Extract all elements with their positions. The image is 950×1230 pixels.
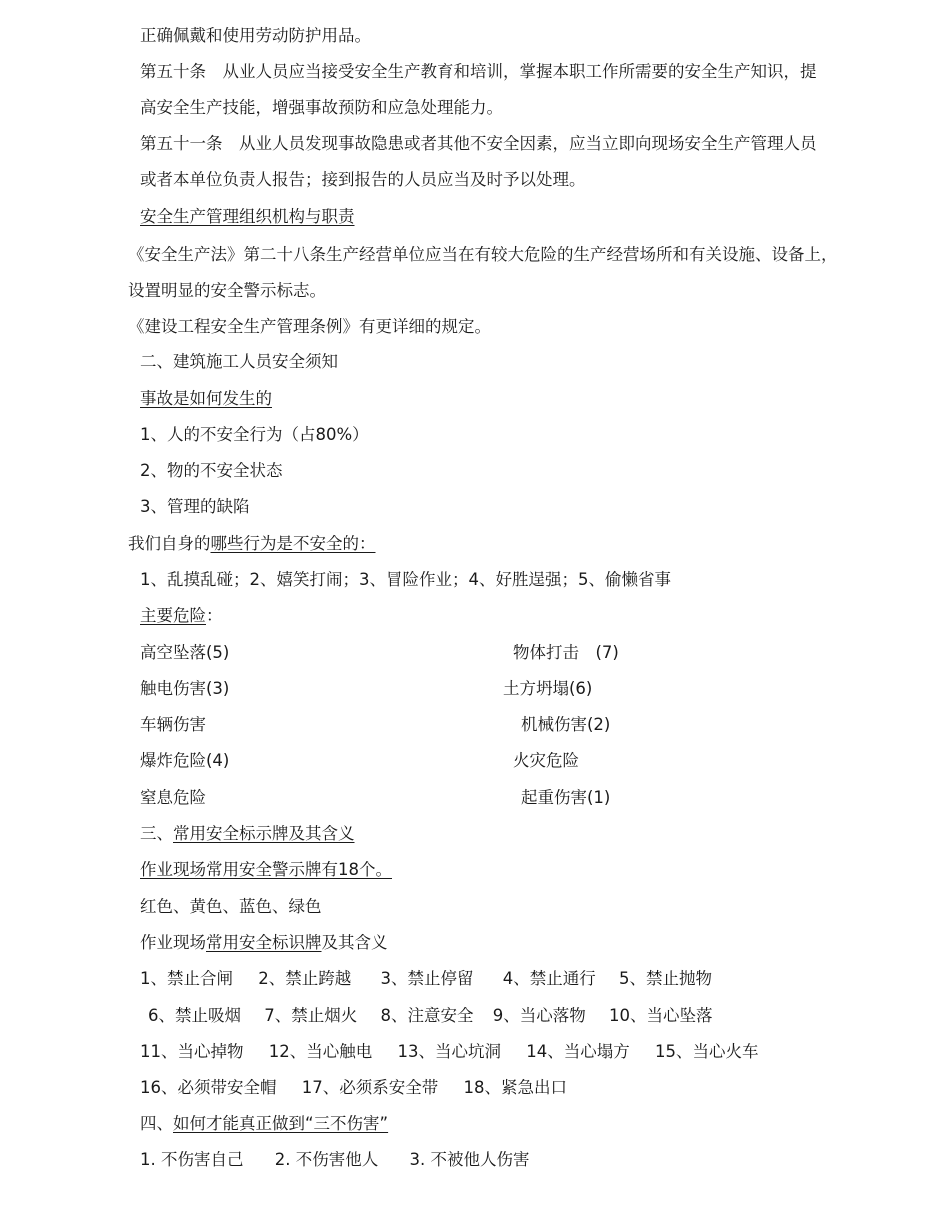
sign-item: 11、当心掉物 — [140, 1042, 244, 1061]
no-harm-item: 1. 不伤害自己 — [140, 1150, 244, 1169]
sign-item: 2、禁止跨越 — [258, 969, 352, 988]
sign-item: 1、禁止合闸 — [140, 969, 233, 988]
sign-item: 16、必须带安全帽 — [140, 1078, 277, 1097]
article-50-line-1: 第五十条 从业人员应当接受安全生产教育和培训，掌握本职工作所需要的安全生产知识，提 — [140, 62, 817, 81]
law-quote-line-1: 《安全生产法》第二十八条生产经营单位应当在有较大危险的生产经营场所和有关设施、设备上， — [128, 245, 838, 264]
sign-heading-a: 作业现场 — [140, 933, 206, 952]
hazard-left: 窒息危险 — [140, 788, 206, 807]
sign-item: 12、当心触电 — [268, 1042, 373, 1061]
sign-heading-c: 及其含义 — [321, 933, 388, 952]
article-50-line-2: 高安全生产技能，增强事故预防和应急处理能力。 — [140, 98, 503, 117]
sign-item: 6、禁止吸烟 — [148, 1006, 241, 1025]
article-51-line-1: 第五十一条 从业人员发现事故隐患或者其他不安全因素，应当立即向现场安全生产管理人员 — [140, 134, 817, 153]
hazard-right: 火灾危险 — [513, 751, 579, 770]
hazard-right: 物体打击 (7) — [513, 643, 619, 662]
sign-item: 18、紧急出口 — [463, 1078, 567, 1097]
sign-item: 4、禁止通行 — [502, 969, 596, 988]
sign-item: 3、禁止停留 — [380, 969, 474, 988]
heading-accident-causes: 事故是如何发生的 — [140, 389, 272, 408]
cause-item-2: 2、物的不安全状态 — [140, 461, 283, 480]
section-3-title — [140, 823, 355, 845]
regulation-line: 《建设工程安全生产管理条例》有更详细的规定。 — [128, 317, 491, 336]
main-hazards-heading — [140, 605, 223, 627]
warning-sign-count: 作业现场常用安全警示牌有18个。 — [140, 860, 392, 879]
sign-meaning-heading — [140, 932, 388, 954]
hazard-left: 车辆伤害 — [140, 715, 206, 734]
hazard-right: 土方坍塌(6) — [503, 679, 593, 698]
sign-item: 10、当心坠落 — [609, 1006, 713, 1025]
no-harm-item: 3. 不被他人伤害 — [409, 1150, 530, 1169]
sign-item: 13、当心坑洞 — [397, 1042, 501, 1061]
section-3-prefix: 三、 — [140, 824, 173, 843]
heading-management-org: 安全生产管理组织机构与职责 — [140, 207, 355, 226]
hazard-right: 起重伤害(1) — [521, 788, 611, 807]
text-line: 正确佩戴和使用劳动防护用品。 — [140, 26, 371, 45]
sign-row — [140, 968, 712, 990]
section-4-title — [140, 1113, 388, 1135]
sign-item: 9、当心落物 — [492, 1006, 586, 1025]
sign-colors: 红色、黄色、蓝色、绿色 — [140, 897, 322, 916]
sign-row — [148, 1005, 713, 1027]
sign-item: 8、注意安全 — [380, 1006, 474, 1025]
article-51-line-2: 或者本单位负责人报告；接到报告的人员应当及时予以处理。 — [140, 170, 586, 189]
unsafe-heading-prefix: 我们自身的 — [128, 534, 211, 553]
law-quote-line-2: 设置明显的安全警示标志。 — [128, 281, 326, 300]
sign-item: 7、禁止烟火 — [264, 1006, 358, 1025]
sign-item: 15、当心火车 — [655, 1042, 759, 1061]
hazard-left: 爆炸危险(4) — [140, 751, 230, 770]
section-4-prefix: 四、 — [140, 1114, 173, 1133]
three-no-harm-list — [140, 1149, 530, 1171]
section-3-heading: 常用安全标示牌及其含义 — [173, 824, 355, 843]
unsafe-behaviors-heading — [128, 533, 376, 555]
sign-item: 14、当心塌方 — [526, 1042, 630, 1061]
cause-item-3: 3、管理的缺陷 — [140, 497, 250, 516]
section-2-title: 二、建筑施工人员安全须知 — [140, 352, 338, 371]
sign-item: 5、禁止抛物 — [619, 969, 712, 988]
sign-item: 17、必须系安全带 — [301, 1078, 439, 1097]
section-4-heading: 如何才能真正做到“三不伤害” — [173, 1114, 389, 1133]
cause-item-1: 1、人的不安全行为（占80%） — [140, 425, 369, 444]
no-harm-item: 2. 不伤害他人 — [274, 1150, 379, 1169]
hazard-left: 触电伤害(3) — [140, 679, 230, 698]
unsafe-heading-underlined: 哪些行为是不安全的： — [210, 534, 376, 553]
main-hazards-label: 主要危险 — [140, 606, 206, 625]
main-hazards-colon: ： — [206, 606, 223, 625]
sign-row — [140, 1041, 759, 1063]
unsafe-behaviors-list: 1、乱摸乱碰；2、嬉笑打闹；3、冒险作业；4、好胜逞强；5、偷懒省事 — [140, 570, 671, 589]
hazard-left: 高空坠落(5) — [140, 643, 230, 662]
hazard-right: 机械伤害(2) — [521, 715, 611, 734]
sign-heading-b: 常用安全标识牌 — [206, 933, 322, 952]
sign-row — [140, 1077, 567, 1099]
